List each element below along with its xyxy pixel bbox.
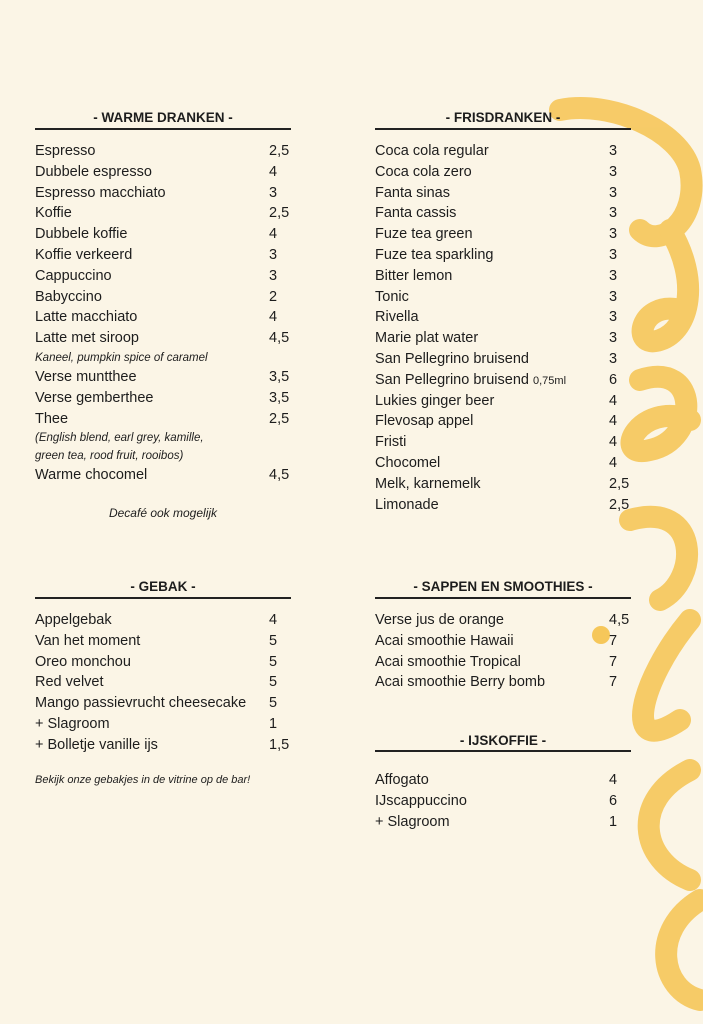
section-warme-dranken xyxy=(35,108,291,520)
section-title: - IJSKOFFIE - xyxy=(459,733,547,748)
section-title: - SAPPEN EN SMOOTHIES - xyxy=(413,579,593,594)
item-price: 6 xyxy=(609,371,618,388)
divider xyxy=(35,128,291,130)
item-name: Thee xyxy=(35,410,69,427)
item-name: Affogato xyxy=(375,772,429,788)
menu-item xyxy=(375,812,631,833)
item-name: Fuze tea green xyxy=(375,226,473,243)
item-price: 2 xyxy=(269,288,278,305)
item-price: 3,5 xyxy=(269,368,290,385)
menu-item xyxy=(375,266,631,287)
item-price: 3 xyxy=(609,309,618,326)
menu-item xyxy=(35,714,291,735)
item-price: 4 xyxy=(269,163,278,180)
item-price: 3 xyxy=(609,226,618,243)
menu-item xyxy=(35,224,291,245)
menu-item xyxy=(375,672,631,693)
item-price: 4 xyxy=(609,454,618,471)
item-name: Van het moment xyxy=(35,632,141,649)
menu-item xyxy=(375,411,631,432)
item-price: 4,5 xyxy=(269,330,290,347)
menu-item xyxy=(35,162,291,183)
menu-item xyxy=(375,328,631,349)
item-price: 5 xyxy=(269,674,278,691)
section-title: - GEBAK - xyxy=(130,579,196,594)
item-price: 2,5 xyxy=(609,475,630,492)
menu-item xyxy=(375,770,631,791)
menu-item xyxy=(375,287,631,308)
section-frisdranken xyxy=(375,108,631,515)
menu-item xyxy=(35,388,291,409)
item-note: green tea, rood fruit, rooibos) xyxy=(35,450,184,463)
menu-item xyxy=(375,474,631,495)
item-price: 4 xyxy=(609,392,618,409)
item-price: 3 xyxy=(609,350,618,367)
menu-item xyxy=(375,349,631,370)
menu-item xyxy=(375,141,631,162)
menu-item xyxy=(35,409,291,430)
item-price: 5 xyxy=(269,632,278,649)
menu-item xyxy=(375,652,631,673)
item-price: 7 xyxy=(609,653,618,670)
item-price: 2,5 xyxy=(269,143,290,159)
menu-item xyxy=(375,224,631,245)
item-price: 5 xyxy=(269,653,278,670)
divider xyxy=(375,128,631,130)
item-price: 2,5 xyxy=(609,496,630,513)
item-name: Acai smoothie Hawaii xyxy=(375,632,514,649)
menu-item xyxy=(375,370,631,391)
item-name: Dubbele koffie xyxy=(35,226,128,243)
item-name: + Bolletje vanille ijs xyxy=(35,736,158,753)
item-name: Appelgebak xyxy=(35,612,112,628)
menu-item xyxy=(375,631,631,652)
item-name: Fanta cassis xyxy=(375,205,457,222)
menu-item xyxy=(35,693,291,714)
item-price: 4 xyxy=(269,309,278,326)
item-name: Bitter lemon xyxy=(375,267,453,284)
item-name: Koffie xyxy=(35,205,72,222)
item-price: 2,5 xyxy=(269,205,290,222)
item-name: Cappuccino xyxy=(35,267,112,284)
item-price: 3 xyxy=(609,143,618,159)
item-price: 4,5 xyxy=(609,612,630,628)
item-name: + Slagroom xyxy=(35,715,110,732)
menu-item xyxy=(35,245,291,266)
menu-item xyxy=(375,162,631,183)
menu-item xyxy=(35,735,291,756)
item-name: Oreo monchou xyxy=(35,653,131,670)
menu-item xyxy=(35,203,291,224)
item-name: Limonade xyxy=(375,496,439,513)
item-name: Espresso macchiato xyxy=(35,184,166,201)
item-note: Kaneel, pumpkin spice of caramel xyxy=(35,351,208,364)
item-price: 4 xyxy=(609,772,618,788)
item-price: 4 xyxy=(609,434,618,451)
divider xyxy=(35,597,291,599)
menu-item xyxy=(35,465,291,486)
menu-item xyxy=(35,266,291,287)
menu-item xyxy=(35,672,291,693)
item-price: 3 xyxy=(609,267,618,284)
menu-item xyxy=(35,328,291,349)
menu-item xyxy=(35,652,291,673)
item-name: Verse muntthee xyxy=(35,368,137,385)
item-name: Rivella xyxy=(375,309,419,326)
item-price: 7 xyxy=(609,632,618,649)
menu-item xyxy=(35,631,291,652)
menu-item xyxy=(375,495,631,516)
item-name: San Pellegrino bruisend 0,75ml xyxy=(375,371,567,388)
menu-item xyxy=(35,141,291,162)
item-name: Red velvet xyxy=(35,674,104,691)
divider xyxy=(375,597,631,599)
menu-item xyxy=(375,203,631,224)
item-price: 4 xyxy=(269,226,278,243)
item-price: 4 xyxy=(609,413,618,430)
item-name: Tonic xyxy=(375,288,409,305)
item-name: Coca cola zero xyxy=(375,163,472,180)
item-price: 7 xyxy=(609,674,618,691)
item-price: 6 xyxy=(609,792,618,809)
item-price: 2,5 xyxy=(269,410,290,427)
footer-note: Decafé ook mogelijk xyxy=(108,506,218,521)
item-price: 1,5 xyxy=(269,736,290,753)
item-name: Lukies ginger beer xyxy=(375,392,495,409)
item-name: Acai smoothie Berry bomb xyxy=(375,674,546,691)
item-price: 4 xyxy=(269,612,278,628)
menu-item xyxy=(375,791,631,812)
menu-item xyxy=(35,610,291,631)
menu-item xyxy=(375,453,631,474)
item-price: 1 xyxy=(269,715,278,732)
menu-item xyxy=(375,610,631,631)
item-name: Fuze tea sparkling xyxy=(375,246,494,263)
item-price: 3 xyxy=(269,184,278,201)
item-name: Espresso xyxy=(35,143,96,159)
item-price: 5 xyxy=(269,695,278,712)
item-name: IJscappuccino xyxy=(375,792,467,809)
menu-item xyxy=(375,432,631,453)
item-name: Fristi xyxy=(375,434,407,451)
item-price: 3 xyxy=(269,267,278,284)
item-name: + Slagroom xyxy=(375,813,450,830)
menu-item xyxy=(375,307,631,328)
item-name: Latte met siroop xyxy=(35,330,139,347)
item-name: Verse gemberthee xyxy=(35,389,154,406)
item-price: 3 xyxy=(609,184,618,201)
section-ijskoffie xyxy=(375,731,631,832)
item-name: Coca cola regular xyxy=(375,143,489,159)
menu-item xyxy=(375,391,631,412)
item-name: Mango passievrucht cheesecake xyxy=(35,695,247,712)
section-title: - WARME DRANKEN - xyxy=(93,110,233,125)
item-name: Flevosap appel xyxy=(375,413,474,430)
item-name: Marie plat water xyxy=(375,330,479,347)
item-price: 3 xyxy=(609,205,618,222)
item-name: Acai smoothie Tropical xyxy=(375,653,521,670)
section-sappen xyxy=(375,577,631,693)
item-price: 3,5 xyxy=(269,389,290,406)
item-name: Fanta sinas xyxy=(375,184,450,201)
item-name: Koffie verkeerd xyxy=(35,246,133,263)
item-price: 3 xyxy=(609,288,618,305)
item-name: Dubbele espresso xyxy=(35,163,152,180)
item-note: (English blend, earl grey, kamille, xyxy=(35,432,204,445)
item-name: Latte macchiato xyxy=(35,309,138,326)
menu-item xyxy=(35,183,291,204)
item-name: Verse jus de orange xyxy=(375,612,504,628)
menu-item xyxy=(35,287,291,308)
menu-item xyxy=(375,245,631,266)
item-price: 3 xyxy=(269,246,278,263)
item-price: 4,5 xyxy=(269,467,290,484)
item-price: 1 xyxy=(609,813,618,830)
section-gebak xyxy=(35,577,291,786)
item-price: 3 xyxy=(609,330,618,347)
menu-item xyxy=(35,307,291,328)
item-name: Melk, karnemelk xyxy=(375,475,481,492)
item-price: 3 xyxy=(609,246,618,263)
item-name: Warme chocomel xyxy=(35,467,148,484)
menu-item xyxy=(35,367,291,388)
item-price: 3 xyxy=(609,163,618,180)
footer-note: Bekijk onze gebakjes in de vitrine op de bar! xyxy=(35,773,251,786)
item-name: Chocomel xyxy=(375,454,441,471)
section-title: - FRISDRANKEN - xyxy=(445,110,561,125)
menu-item xyxy=(375,183,631,204)
item-name: Babyccino xyxy=(35,288,102,305)
item-name: San Pellegrino bruisend xyxy=(375,350,529,367)
